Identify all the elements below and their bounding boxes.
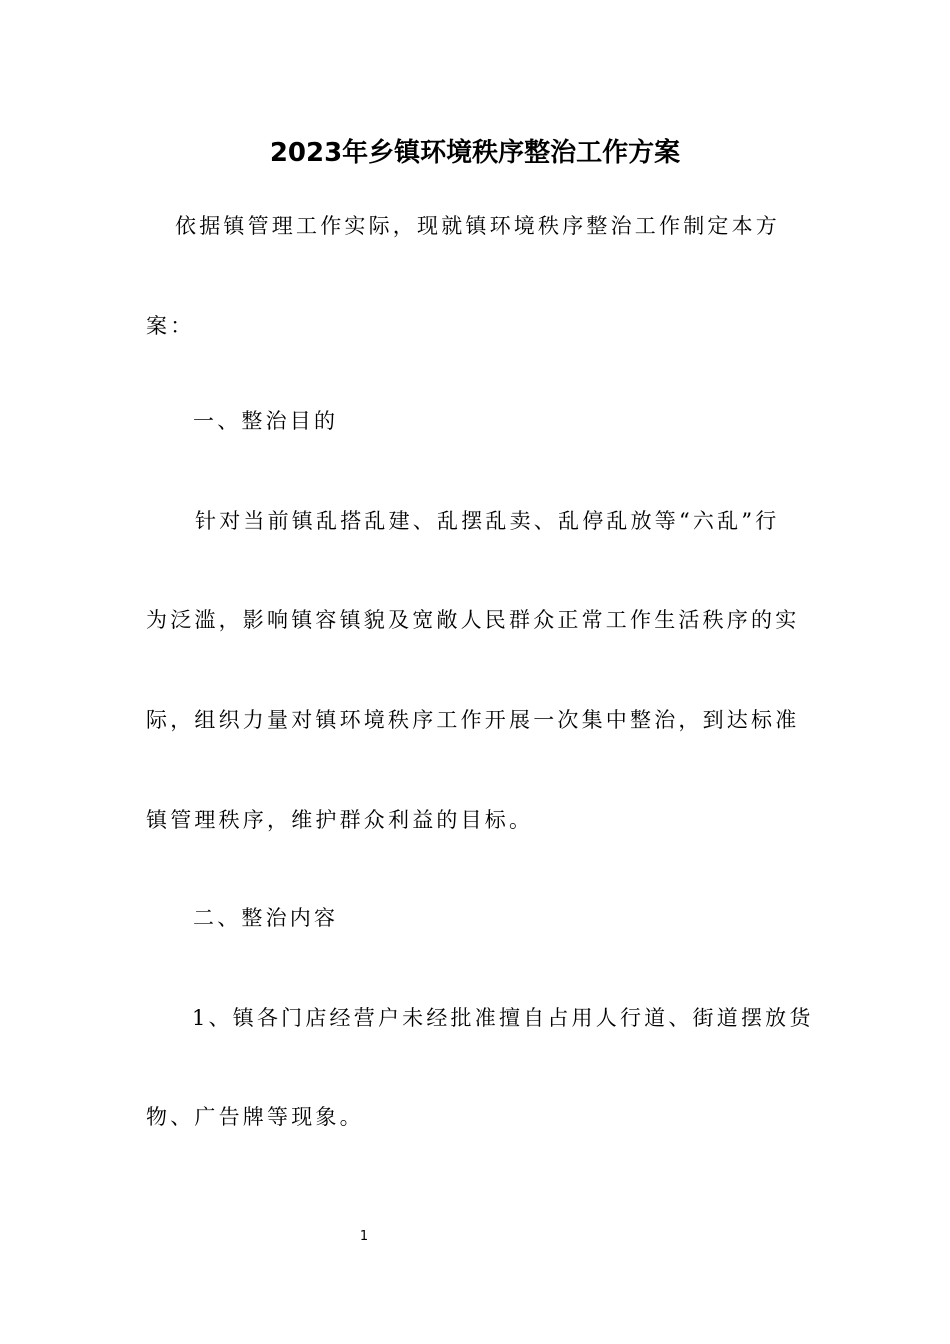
paragraph-line-content-2: 物、广告牌等现象。 [146, 1105, 364, 1129]
section-heading-content: 二、整治内容 [193, 906, 339, 930]
paragraph-line-purpose-4: 镇管理秩序，维护群众利益的目标。 [146, 808, 534, 832]
paragraph-line-intro-1: 依据镇管理工作实际，现就镇环境秩序整治工作制定本方 [175, 214, 780, 238]
paragraph-line-intro-2: 案： [146, 314, 195, 338]
paragraph-line-purpose-3: 际，组织力量对镇环境秩序工作开展一次集中整治，到达标准 [146, 708, 800, 732]
paragraph-line-content-1: 1、镇各门店经营户未经批准擅自占用人行道、街道摆放货 [192, 1006, 814, 1030]
paragraph-line-purpose-1: 针对当前镇乱搭乱建、乱摆乱卖、乱停乱放等“六乱”行 [195, 509, 780, 533]
document-title: 2023年乡镇环境秩序整治工作方案 [269, 138, 681, 168]
paragraph-line-purpose-2: 为泛滥，影响镇容镇貌及宽敞人民群众正常工作生活秩序的实 [146, 608, 800, 632]
section-heading-purpose: 一、整治目的 [193, 409, 339, 433]
page-number: 1 [359, 1229, 369, 1244]
